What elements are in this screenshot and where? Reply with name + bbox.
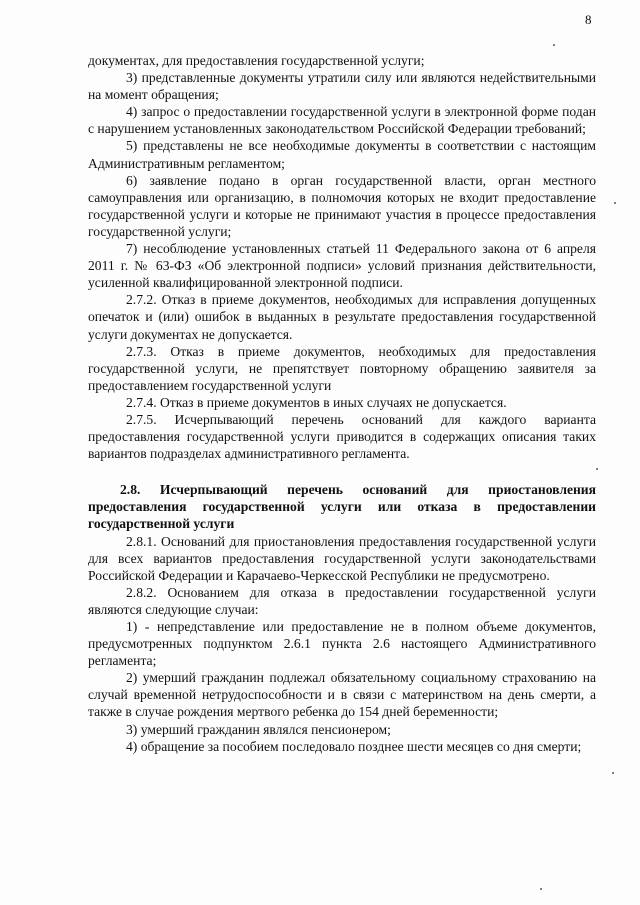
paragraph: 3) представленные документы утратили силу или являются недействительными на момент обращения; (88, 70, 596, 103)
paragraph: 2.8.2. Основанием для отказа в предоставлении государственной услуги являются следующие случаи: (88, 584, 596, 617)
scan-speck (540, 888, 542, 890)
paragraph: 2.7.3. Отказ в приеме документов, необходимых для предоставления государственной услуги, не препятствует повторному обращению заявителя за предоставлением государственной услуги (88, 343, 596, 393)
paragraph: 1) - непредставление или предоставление не в полном объеме документов, предусмотренных подпунктом 2.6.1 пункта 2.6 настоящего Административного регламента; (88, 619, 596, 669)
scan-speck (553, 44, 555, 46)
scan-speck (614, 202, 616, 204)
scan-speck (612, 772, 614, 774)
paragraph: 2.8.1. Оснований для приостановления предоставления государственной услуги для всех вариантов предоставления государственной услуги законодательствами Российской Федерации и Карачаево-Черкесской Республики не предусмотрено. (88, 533, 596, 583)
paragraph: 2.7.5. Исчерпывающий перечень оснований для каждого варианта предоставления государственной услуги приводится в содержащих описания таких вариантов подразделах административного регламента. (88, 411, 596, 462)
page-number: 8 (585, 12, 592, 27)
paragraph: 2) умерший гражданин подлежал обязательному социальному страхованию на случай временной нетрудоспособности и в связи с материнством на день смерти, а также в случае рождения мертвого ребенка до 154 дней беременности; (88, 670, 596, 720)
paragraph: 5) представлены не все необходимые документы в соответствии с настоящим Административным регламентом; (88, 138, 596, 171)
paragraph: документах, для предоставления государственной услуги; (88, 53, 425, 68)
section-heading: 2.8. Исчерпывающий перечень оснований для приостановления предоставления государственной услуги или отказа в предоставлении государственной услуги (88, 482, 596, 532)
paragraph: 2.7.4. Отказ в приеме документов в иных случаях не допускается. (126, 394, 507, 410)
paragraph: 7) несоблюдение установленных статьей 11 Федерального закона от 6 апреля 2011 г. № 63-ФЗ «Об электронной подписи» условий признания действительности, усиленной квалифицированной электронной подписи. (88, 241, 596, 291)
document-body (88, 52, 596, 755)
paragraph: 4) обращение за пособием последовало позднее шести месяцев со дня смерти; (126, 738, 582, 754)
section-gap (88, 462, 596, 481)
paragraph: 2.7.2. Отказ в приеме документов, необходимых для исправления допущенных опечаток и (или) ошибок в выданных в результате предоставления государственной услуги документах не допускается. (88, 292, 596, 342)
paragraph: 6) заявление подано в орган государственной власти, орган местного самоуправления или организацию, в полномочия которых не входит предоставление государственной услуги и которые не принимают участия в процессе предоставления государственной услуги; (88, 172, 596, 239)
paragraph: 3) умерший гражданин являлся пенсионером; (126, 721, 391, 737)
scan-speck (596, 468, 598, 470)
paragraph: 4) запрос о предоставлении государственной услуги в электронной форме подан с нарушением установленных законодательством Российской Федерации требований; (88, 104, 596, 137)
